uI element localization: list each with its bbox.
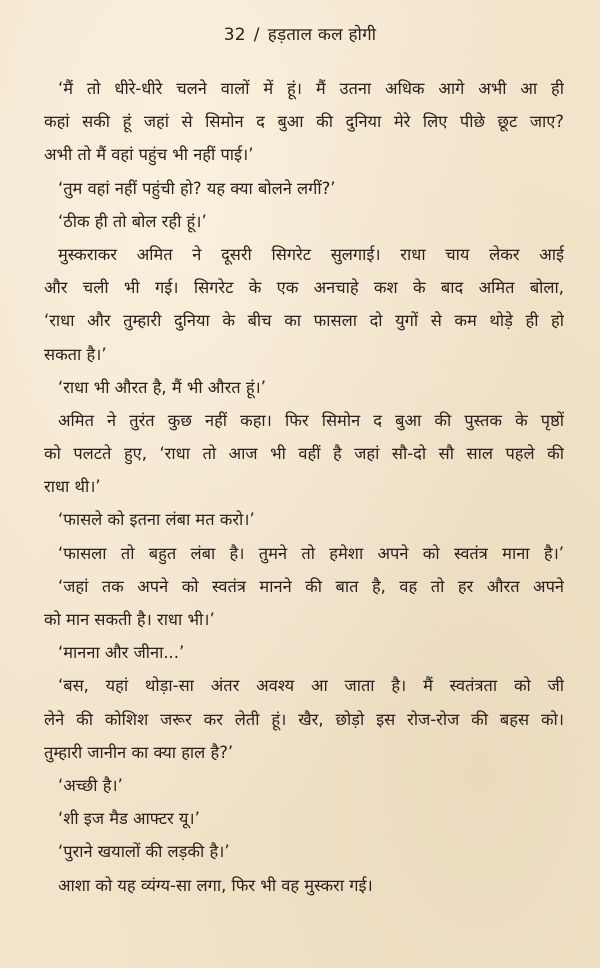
text-line: आशा को यह व्यंग्य-सा लगा, फिर भी वह मुस्करा गई।: [58, 875, 373, 895]
text-line: सकता है।’: [44, 344, 107, 364]
page-body-text: [44, 72, 564, 902]
text-line: और चली भी गई। सिगरेट के एक अनचाहे कश के बाद अमित बोला,: [44, 278, 564, 298]
text-line: ‘बस, यहां थोड़ा-सा अंतर अवश्य आ जाता है। मैं स्वतंत्रता को जी: [58, 676, 564, 696]
text-line: ‘पुराने खयालों की लड़की है।’: [58, 842, 230, 862]
page-number: 32: [223, 25, 246, 45]
text-line: लेने की कोशिश जरूर कर लेती हूं। खैर, छोड़ो इस रोज-रोज की बहस को।: [44, 709, 564, 729]
text-line: ‘फासला तो बहुत लंबा है। तुमने तो हमेशा अपने को स्वतंत्र माना है।’: [58, 543, 564, 563]
text-line: ‘मैं तो धीरे-धीरे चलने वालों में हूं। मैं उतना अधिक आगे अभी आ ही: [58, 79, 564, 98]
text-line: ‘मानना और जीना...’: [58, 643, 185, 663]
text-line: मुस्कराकर अमित ने दूसरी सिगरेट सुलगाई। राधा चाय लेकर आई: [58, 244, 564, 264]
text-line: ‘जहां तक अपने को स्वतंत्र मानने की बात है, वह तो हर औरत अपने: [58, 576, 564, 596]
book-title: हड़ताल कल होगी: [267, 25, 377, 45]
text-line: अमित ने तुरंत कुछ नहीं कहा। फिर सिमोन द बुआ की पुस्तक के पृष्ठों: [58, 410, 564, 430]
header-separator: /: [253, 25, 260, 45]
text-line: अभी तो मैं वहां पहुंच भी नहीं पाई।’: [44, 145, 254, 165]
text-line: ‘तुम वहां नहीं पहुंची हो? यह क्या बोलने लगीं?’: [58, 178, 336, 198]
text-line: तुम्हारी जानीन का क्या हाल है?’: [44, 742, 234, 762]
text-line: कहां सकी हूं जहां से सिमोन द बुआ की दुनिया मेरे लिए पीछे छूट जाए?: [44, 112, 564, 132]
text-line: को मान सकती है। राधा भी।’: [44, 610, 215, 629]
text-line: ‘राधा भी औरत है, मैं भी औरत हूं।’: [58, 377, 266, 397]
text-line: ‘राधा और तुम्हारी दुनिया के बीच का फासला दो युगों से कम थोड़े ही हो: [44, 311, 564, 331]
text-line: राधा थी।’: [44, 477, 101, 497]
text-line: ‘शी इज मैड आफ्टर यू।’: [58, 809, 200, 829]
text-line: को पलटते हुए, ‘राधा तो आज भी वहीं है जहां सौ-दो सौ साल पहले की: [44, 444, 564, 464]
text-line: ‘फासले को इतना लंबा मत करो।’: [58, 510, 255, 530]
page-header: [0, 22, 600, 45]
text-line: ‘अच्छी है।’: [58, 775, 123, 795]
text-line: ‘ठीक ही तो बोल रही हूं।’: [58, 211, 207, 231]
